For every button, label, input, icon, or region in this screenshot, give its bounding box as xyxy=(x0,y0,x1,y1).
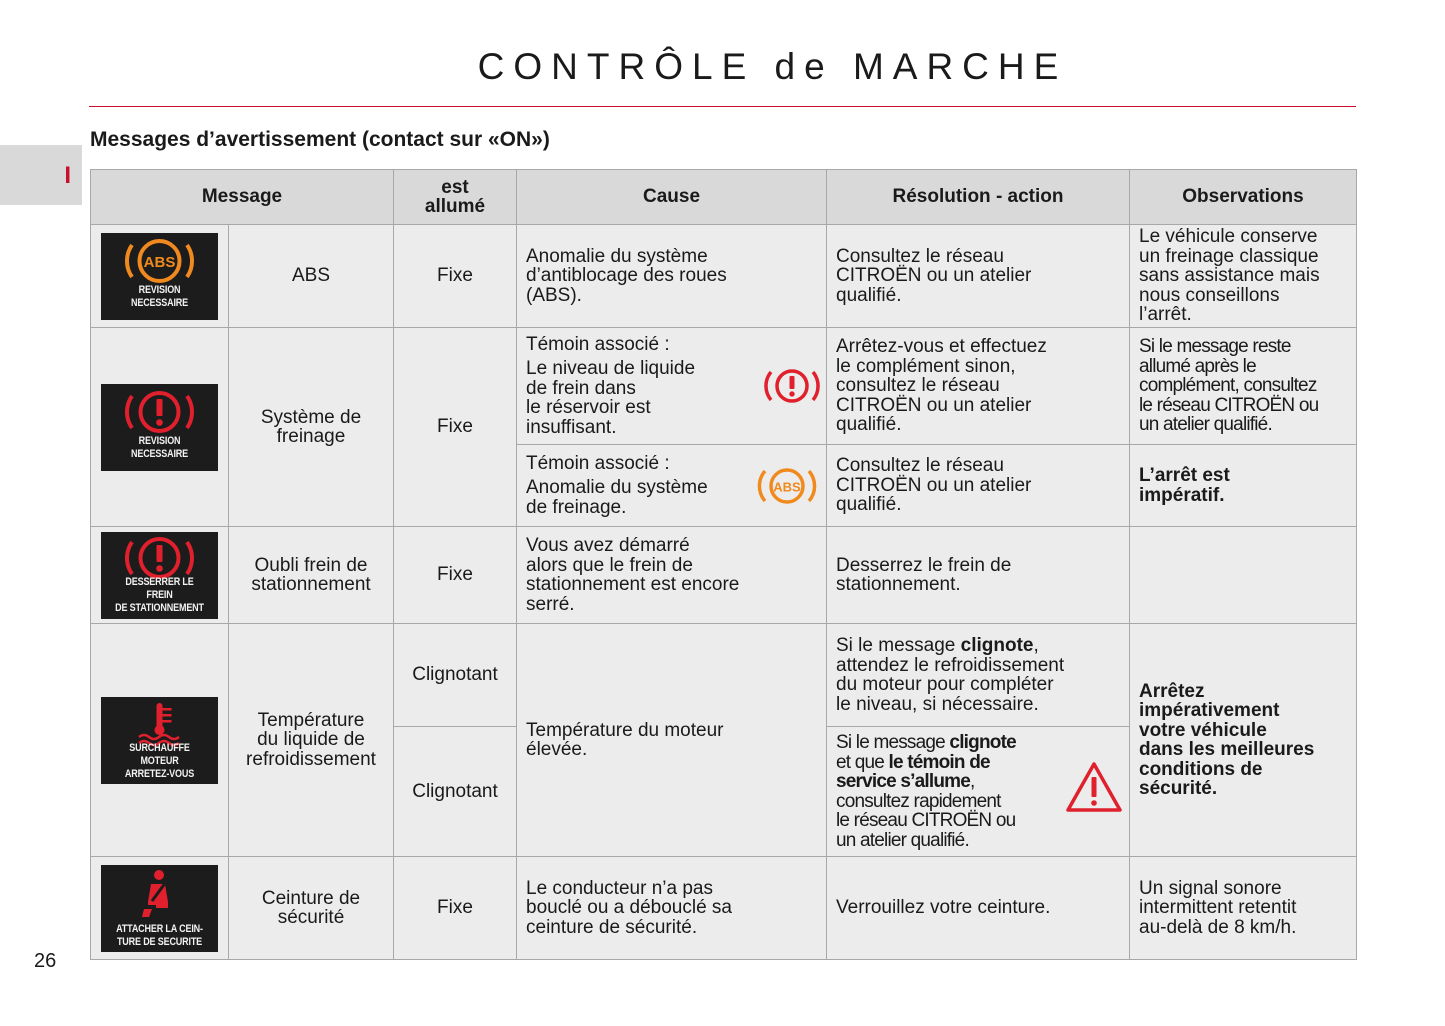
state-cell: Fixe xyxy=(394,857,517,960)
message-cell: ABS xyxy=(229,225,394,328)
observation-cell: Si le message reste allumé après le complément, consultez le réseau CITROËN ou un atelier qualifié. xyxy=(1130,328,1357,445)
warning-messages-table xyxy=(90,169,1357,960)
lamp-label: DESSERRER LE FREIN DE STATIONNEMENT xyxy=(115,575,204,614)
cause-cell: Température du moteur élevée. xyxy=(517,624,827,857)
action-emphasis: le témoin de service s’allume xyxy=(836,751,990,792)
cause-cell: Le conducteur n’a pas bouclé ou a débouclé sa ceinture de sécurité. xyxy=(517,857,827,960)
lamp-label: REVISION NECESSAIRE xyxy=(130,434,189,460)
header-message: Message xyxy=(91,170,394,225)
cause-text: Anomalie du système de freinage. xyxy=(526,477,708,518)
message-cell: Oubli frein de stationnement xyxy=(229,527,394,624)
title-divider xyxy=(89,106,1356,107)
lamp-cell xyxy=(91,225,229,328)
state-cell: Fixe xyxy=(394,328,517,527)
lamp-cell xyxy=(91,527,229,624)
svg-text:ABS: ABS xyxy=(143,253,176,271)
seatbelt-icon xyxy=(101,865,218,952)
action-emphasis: clignote xyxy=(960,635,1034,656)
observation-cell: Arrêtez impérativement votre véhicule dans les meilleures conditions de sécurité. xyxy=(1130,624,1357,857)
page-number: 26 xyxy=(34,950,57,972)
abs-warning-icon xyxy=(754,462,820,510)
lamp-label: SURCHAUFFE MOTEUR ARRETEZ-VOUS xyxy=(124,741,195,780)
header-state: est allumé xyxy=(394,170,517,225)
action-text: et que xyxy=(836,751,885,773)
brake-warning-icon xyxy=(101,384,218,471)
lamp-cell xyxy=(91,857,229,960)
coolant-temperature-icon xyxy=(101,697,218,784)
action-text: Si le message xyxy=(836,732,950,753)
action-cell: Consultez le réseau CITROËN ou un atelier qualifié. xyxy=(827,225,1130,328)
action-cell: Consultez le réseau CITROËN ou un atelier qualifié. xyxy=(827,445,1130,527)
lamp-label: ATTACHER LA CEIN- TURE DE SECURITE xyxy=(116,922,203,948)
action-text: , consultez rapidement le réseau CITROËN ou un atelier qualifié. xyxy=(836,771,1016,851)
observation-cell xyxy=(1130,527,1357,624)
header-action: Résolution - action xyxy=(827,170,1130,225)
state-cell: Clignotant xyxy=(394,727,517,857)
table-row xyxy=(91,527,1357,624)
lamp-cell xyxy=(91,328,229,527)
chapter-tab-label: I xyxy=(64,162,71,189)
lamp-label: REVISION NECESSAIRE xyxy=(130,283,189,309)
abs-warning-icon xyxy=(101,233,218,320)
observation-cell: Le véhicule conserve un freinage classique sans assistance mais nous conseillons l’arrêt. xyxy=(1130,225,1357,328)
header-cause: Cause xyxy=(517,170,827,225)
chapter-tab[interactable] xyxy=(0,145,82,205)
action-cell: Desserrez le frein de stationnement. xyxy=(827,527,1130,624)
state-cell: Fixe xyxy=(394,527,517,624)
observation-cell: Un signal sonore intermittent retentit au-delà de 8 km/h. xyxy=(1130,857,1357,960)
cause-lead: Témoin associé : xyxy=(526,452,670,474)
action-cell xyxy=(827,727,1130,857)
action-cell: Arrêtez-vous et effectuez le complément sinon, consultez le réseau CITROËN ou un atelier qualifié. xyxy=(827,328,1130,445)
brake-warning-icon xyxy=(764,364,820,408)
service-warning-triangle-icon xyxy=(1065,760,1123,814)
observation-cell: L’arrêt est impératif. xyxy=(1130,445,1357,527)
cause-text: Le niveau de liquide de frein dans le réservoir est insuffisant. xyxy=(526,358,696,438)
action-text: Si le message xyxy=(836,635,961,656)
cause-cell xyxy=(517,445,827,527)
action-cell: Verrouillez votre ceinture. xyxy=(827,857,1130,960)
cause-cell xyxy=(517,328,827,445)
message-cell: Système de freinage xyxy=(229,328,394,527)
message-cell: Température du liquide de refroidissement xyxy=(229,624,394,857)
state-cell: Fixe xyxy=(394,225,517,328)
parking-brake-icon xyxy=(101,532,218,619)
section-title: Messages d’avertissement (contact sur «ON») xyxy=(90,128,550,151)
lamp-cell xyxy=(91,624,229,857)
table-row xyxy=(91,624,1357,727)
cause-lead: Témoin associé : xyxy=(526,333,670,355)
table-row xyxy=(91,857,1357,960)
state-cell: Clignotant xyxy=(394,624,517,727)
action-emphasis: clignote xyxy=(949,732,1016,753)
cause-cell: Anomalie du système d’antiblocage des roues (ABS). xyxy=(517,225,827,328)
message-cell: Ceinture de sécurité xyxy=(229,857,394,960)
table-row xyxy=(91,328,1357,445)
svg-text:ABS: ABS xyxy=(773,479,801,494)
cause-cell: Vous avez démarré alors que le frein de stationnement est encore serré. xyxy=(517,527,827,624)
header-observations: Observations xyxy=(1130,170,1357,225)
action-cell xyxy=(827,624,1130,727)
table-row xyxy=(91,225,1357,328)
action-text: , attendez le refroidissement du moteur pour compléter le niveau, si nécessaire. xyxy=(836,635,1065,715)
page-title: CONTRÔLE de MARCHE xyxy=(477,46,1068,87)
table-header-row xyxy=(91,170,1357,225)
